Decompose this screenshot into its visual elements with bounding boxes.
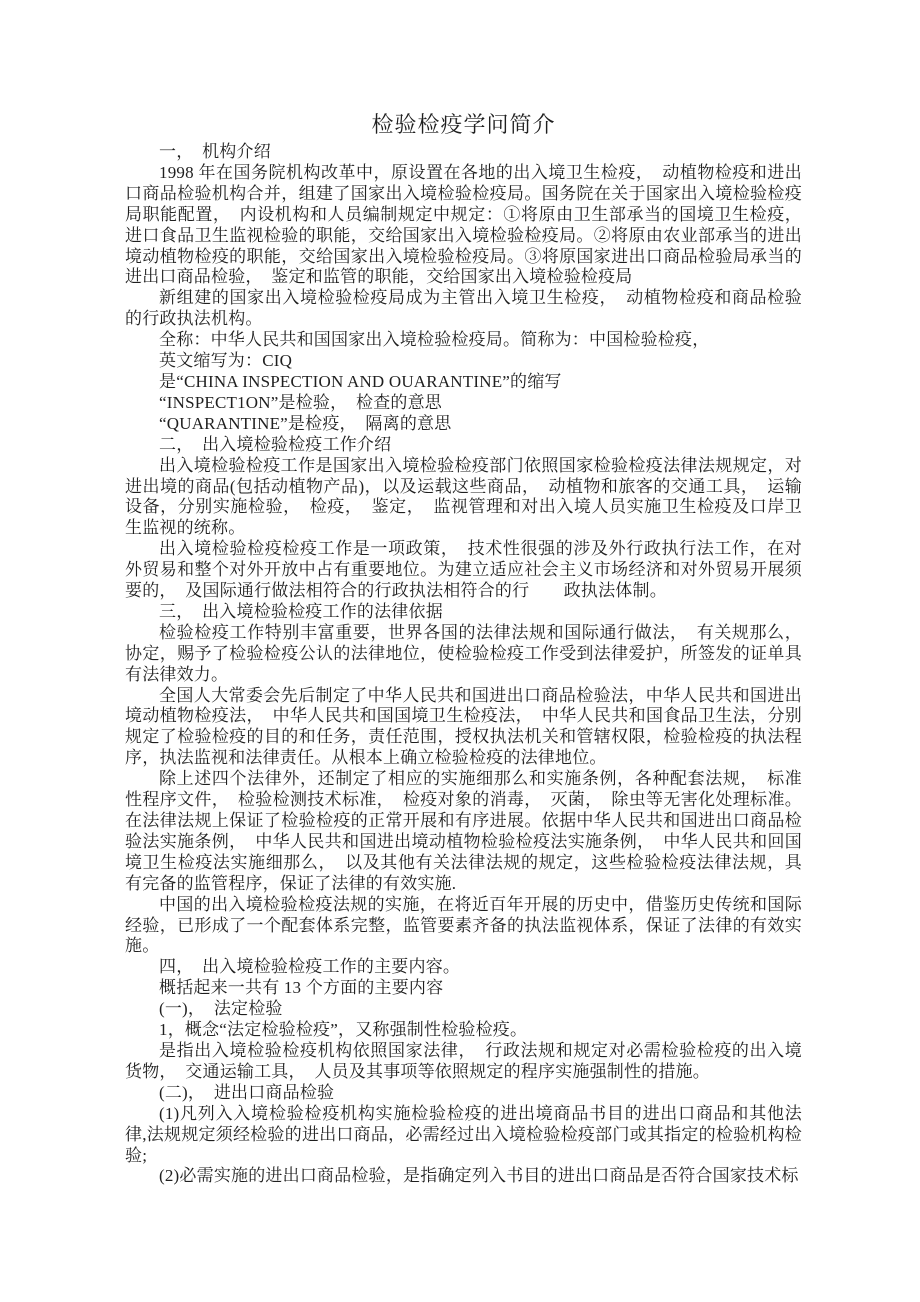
paragraph: 检验检疫工作特别丰富重要，世界各国的法律法规和国际通行做法， 有关规那么，协定，赐予了检验检疫公认的法律地位，使检验检疫工作受到法律爱护，所签发的证单具有法律效力。: [125, 622, 802, 684]
paragraph: 概括起来一共有 13 个方面的主要内容: [159, 978, 444, 998]
document-title: 检验检疫学问简介: [371, 112, 556, 137]
paragraph: “INSPECT1ON”是检验， 检查的意思: [159, 392, 442, 412]
paragraph: (二)， 进出口商品检验: [159, 1082, 335, 1102]
paragraph: 出入境检验检疫工作是国家出入境检验检疫部门依照国家检验检疫法律法规规定，对进出境的商品(包括动植物产品)，以及运载这些商品， 动植物和旅客的交通工具， 运输设备，分别实施检验， 检疫， 鉴定， 监视管理和对出入境人员实施卫生检疫及口岸卫生监视的统称。: [125, 455, 802, 538]
paragraph: 全国人大常委会先后制定了中华人民共和国进出口商品检验法，中华人民共和国进出境动植物检疫法， 中华人民共和国国境卫生检疫法， 中华人民共和国食品卫生法，分别规定了检验检疫的目的和任务，责任范围，授权执法机关和管辖权限，检验检疫的执法程序，执法监视和法律责任。从根本上确立检验检疫的法律地位。: [125, 685, 802, 768]
paragraph: 是指出入境检验检疫机构依照国家法律， 行政法规和规定对必需检验检疫的出入境货物， 交通运输工具， 人员及其事项等依照规定的程序实施强制性的措施。: [125, 1040, 802, 1081]
document-body: [125, 142, 802, 1187]
paragraph: 一， 机构介绍: [159, 142, 271, 161]
paragraph: 1，概念“法定检验检疫”，又称强制性检验检疫。: [159, 1020, 528, 1040]
paragraph: 1998 年在国务院机构改革中，原设置在各地的出入境卫生检疫， 动植物检疫和进出口商品检验机构合并，组建了国家出入境检验检疫局。国务院在关于国家出入境检验检疫局职能配置， 内设机构和人员编制规定中规定：①将原由卫生部承当的国境卫生检疫，进口食品卫生监视检验的职能，交给国家出入境检验检疫局。②将原由农业部承当的进出境动植物检疫的职能，交给国家出入境检验检疫局。③将原国家进出口商品检验局承当的进出口商品检验， 鉴定和监管的职能，交给国家出入境检验检疫局: [125, 162, 802, 287]
paragraph: 除上述四个法律外，还制定了相应的实施细那么和实施条例，各种配套法规， 标准性程序文件， 检验检测技术标准， 检疫对象的消毒， 灭菌， 除虫等无害化处理标准。在法律法规上保证了检验检疫的正常开展和有序进展。依据中华人民共和国进出口商品检验法实施条例， 中华人民共和国进出境动植物检验检疫法实施条例， 中华人民共和回国境卫生检疫法实施细那么， 以及其他有关法律法规的规定，这些检验检疫法律法规，具有完备的监管程序，保证了法律的有效实施.: [125, 769, 802, 893]
paragraph: 英文缩写为：CIQ: [159, 351, 293, 371]
paragraph: 三， 出入境检验检疫工作的法律依据: [159, 601, 443, 621]
paragraph: (1)凡列入入境检验检疫机构实施检验检疫的进出境商品书目的进出口商品和其他法律,法规规定须经检验的进出口商品，必需经过出入境检验检疫部门或其指定的检验机构检验;: [125, 1103, 802, 1165]
paragraph: 新组建的国家出入境检验检疫局成为主管出入境卫生检疫， 动植物检疫和商品检验的行政执法机构。: [125, 288, 802, 329]
paragraph: 中国的出入境检验检疫法规的实施，在将近百年开展的历史中，借鉴历史传统和国际经验，已形成了一个配套体系完整，监管要素齐备的执法监视体系，保证了法律的有效实施。: [125, 894, 802, 956]
paragraph: (2)必需实施的进出口商品检验，是指确定列入书目的进出口商品是否符合国家技术标: [159, 1166, 799, 1186]
paragraph: “QUARANTINE”是检疫， 隔离的意思: [159, 413, 452, 433]
paragraph: (一)， 法定检验: [159, 999, 283, 1019]
paragraph: 二， 出入境检验检疫工作介绍: [159, 434, 392, 454]
paragraph: 出入境检验检疫检疫工作是一项政策， 技术性很强的涉及外行政执行法工作，在对外贸易和整个对外开放中占有重要地位。为建立适应社会主义市场经济和对外贸易开展须要的， 及国际通行做法相符合的行政执法相符合的行 政执法体制。: [125, 539, 802, 601]
paragraph: 全称：中华人民共和国国家出入境检验检疫局。简称为：中国检验检疫，: [159, 330, 710, 350]
paragraph: 是“CHINA INSPECTION AND OUARANTINE”的缩写: [159, 371, 562, 391]
paragraph: 四， 出入境检验检疫工作的主要内容。: [159, 957, 461, 977]
